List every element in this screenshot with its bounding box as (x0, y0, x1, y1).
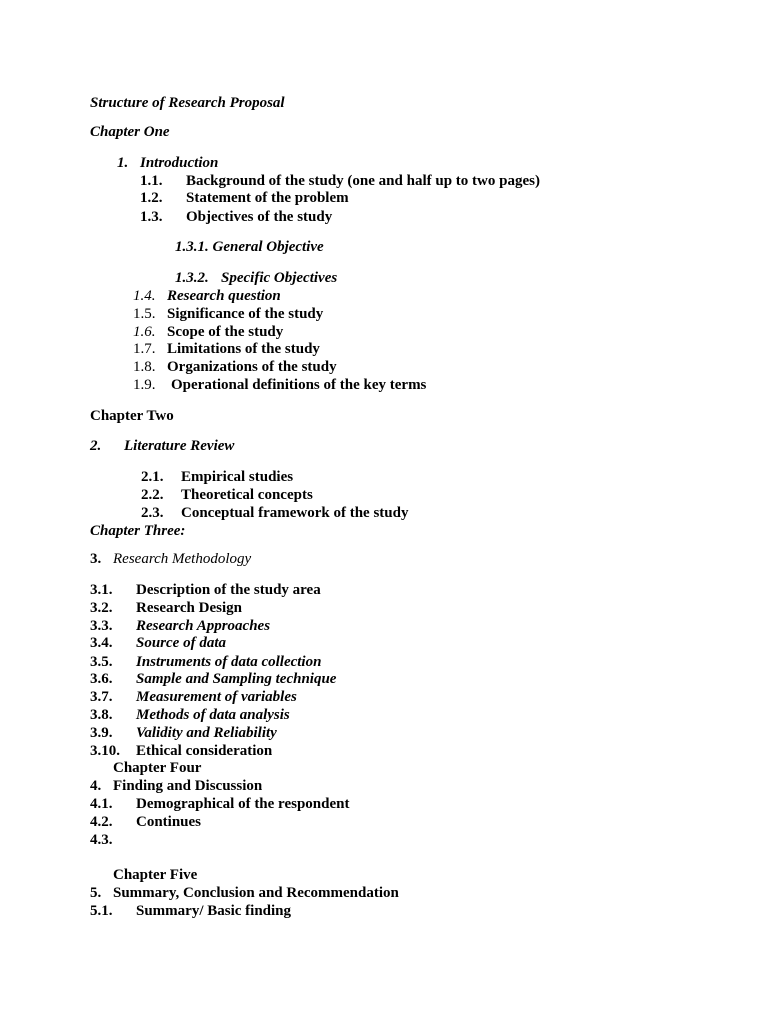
section-number: 3.6. (90, 671, 113, 687)
section-label: Empirical studies (181, 469, 294, 485)
section-number: 3.9. (90, 725, 113, 741)
section-label: Description of the study area (136, 582, 321, 598)
section-number: 1.1. (140, 173, 163, 189)
section-number: 1.2. (140, 190, 163, 206)
section-2-1 (141, 468, 293, 486)
section-label: Research Design (136, 600, 242, 616)
section-label: Source of data (136, 635, 226, 651)
section-number: 3.10. (90, 743, 120, 759)
item-number: 3. (90, 551, 102, 567)
section-5-1 (90, 902, 291, 920)
item-number: 2. (90, 438, 102, 454)
item-label: Finding and Discussion (113, 778, 263, 794)
section-3-7 (90, 688, 297, 706)
section-number: 2.1. (141, 469, 164, 485)
chapter-four-heading: Chapter Four (113, 760, 202, 776)
section-label: Scope of the study (167, 324, 284, 340)
item-label: Introduction (140, 155, 219, 171)
section-label: Background of the study (one and half up to two pages) (186, 173, 540, 189)
section-1-3-2 (175, 269, 337, 287)
section-number: 3.5. (90, 654, 113, 670)
section-number: 3.4. (90, 635, 113, 651)
section-number: 1.6. (133, 324, 156, 340)
chapter-five-heading: Chapter Five (113, 867, 198, 883)
section-1-9 (133, 376, 426, 394)
item-finding-and-discussion (90, 777, 262, 795)
chapter-one-heading: Chapter One (90, 124, 170, 140)
item-research-methodology (90, 550, 251, 568)
section-number: 3.7. (90, 689, 113, 705)
section-number: 4.1. (90, 796, 113, 812)
section-label: Limitations of the study (167, 341, 320, 357)
section-number: 1.7. (133, 341, 156, 357)
section-3-8 (90, 706, 290, 724)
section-number: 3.1. (90, 582, 113, 598)
section-label: Objectives of the study (186, 209, 333, 225)
section-3-10 (90, 742, 272, 760)
section-3-5 (90, 653, 321, 671)
item-number: 4. (90, 778, 102, 794)
section-label: Conceptual framework of the study (181, 505, 409, 521)
section-label: Measurement of variables (136, 689, 297, 705)
section-1-3 (140, 208, 332, 226)
section-4-2 (90, 813, 201, 831)
section-number: 4.2. (90, 814, 113, 830)
section-label: Summary/ Basic finding (136, 903, 292, 919)
section-3-1 (90, 581, 321, 599)
section-number: 3.8. (90, 707, 113, 723)
document-title: Structure of Research Proposal (90, 95, 285, 111)
section-number: 2.3. (141, 505, 164, 521)
section-number: 1.8. (133, 359, 156, 375)
section-label: Theoretical concepts (181, 487, 313, 503)
section-1-4 (133, 287, 281, 305)
section-number: 1.9. (133, 377, 156, 393)
section-label: Statement of the problem (186, 190, 349, 206)
section-1-1 (140, 172, 540, 190)
section-1-8 (133, 358, 337, 376)
section-label: Instruments of data collection (136, 654, 322, 670)
section-1-7 (133, 340, 320, 358)
chapter-three-heading: Chapter Three: (90, 523, 186, 539)
section-number: 3.2. (90, 600, 113, 616)
item-label: Research Methodology (113, 551, 252, 567)
item-label: Summary, Conclusion and Recommendation (113, 885, 399, 901)
section-3-6 (90, 670, 336, 688)
section-3-9 (90, 724, 277, 742)
section-label: Continues (136, 814, 202, 830)
section-label: Ethical consideration (136, 743, 273, 759)
section-label: Research Approaches (136, 618, 271, 634)
section-label: Operational definitions of the key terms (171, 377, 427, 393)
section-number: 1.3.2. (175, 270, 209, 286)
item-label: Literature Review (124, 438, 235, 454)
section-label: Significance of the study (167, 306, 324, 322)
section-label: Demographical of the respondent (136, 796, 350, 812)
section-number: 1.4. (133, 288, 156, 304)
item-number: 1. (117, 155, 129, 171)
section-label: Methods of data analysis (136, 707, 290, 723)
section-label: Specific Objectives (221, 270, 338, 286)
section-number: 1.3. (140, 209, 163, 225)
item-number: 5. (90, 885, 102, 901)
section-number: 3.3. (90, 618, 113, 634)
section-1-2 (140, 189, 349, 207)
section-number: 2.2. (141, 487, 164, 503)
section-4-1 (90, 795, 349, 813)
section-3-4 (90, 634, 226, 652)
item-introduction (117, 154, 218, 172)
section-3-2 (90, 599, 242, 617)
section-3-3 (90, 617, 270, 635)
section-label: Validity and Reliability (136, 725, 277, 741)
section-label: Research question (167, 288, 281, 304)
section-2-2 (141, 486, 313, 504)
section-label: Sample and Sampling technique (136, 671, 337, 687)
section-4-3 (90, 831, 136, 849)
section-number: 4.3. (90, 832, 113, 848)
section-number: 1.5. (133, 306, 156, 322)
section-label: Organizations of the study (167, 359, 337, 375)
section-1-3-1: 1.3.1. General Objective (175, 239, 324, 255)
section-1-6 (133, 323, 283, 341)
section-number: 5.1. (90, 903, 113, 919)
item-summary-conclusion (90, 884, 399, 902)
section-1-5 (133, 305, 323, 323)
item-literature-review (90, 437, 234, 455)
section-2-3 (141, 504, 408, 522)
chapter-two-heading: Chapter Two (90, 408, 174, 424)
